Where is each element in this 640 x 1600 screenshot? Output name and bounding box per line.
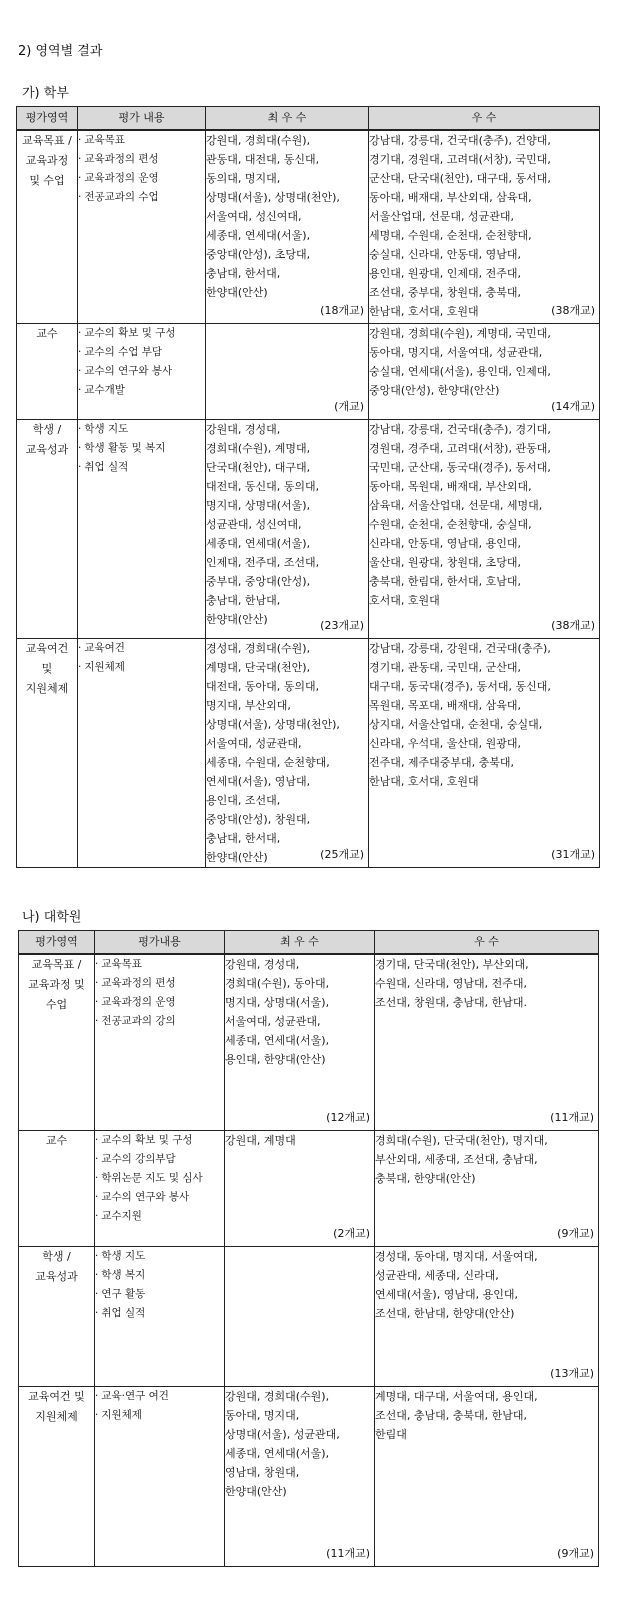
good-schools: 강원대, 경희대(수원), 계명대, 국민대, 동아대, 명지대, 서울여대, 성균관대, 숭실대, 연세대(서울), 용인대, 인제대, 중앙대(안성), 한양대(안산) [369, 326, 551, 397]
content-cell [95, 1386, 225, 1566]
good-schools: 계명대, 대구대, 서울여대, 용인대, 조선대, 충남대, 충북대, 한남대, 한림대 [375, 1389, 538, 1441]
criteria-item: · 교수의 확보 및 구성 [95, 1131, 224, 1150]
area-label: 교수 [45, 1133, 68, 1147]
content-cell [78, 638, 206, 867]
header-good: 우 수 [369, 107, 600, 131]
content-cell [95, 1246, 225, 1386]
area-cell [17, 323, 78, 419]
criteria-item: · 학생 활동 및 복지 [78, 439, 205, 458]
excellent-count: (18개교) [320, 304, 364, 317]
criteria-item: · 교수의 연구와 봉사 [78, 362, 205, 381]
excellent-schools: 강원대, 경희대(수원), 동아대, 명지대, 상명대(서울), 성균관대, 세종대, 연세대(서울), 영남대, 창원대, 한양대(안산) [225, 1389, 340, 1498]
good-cell [369, 638, 600, 867]
excellent-cell [206, 638, 369, 867]
excellent-schools: 강원대, 경성대, 경희대(수원), 계명대, 단국대(천안), 대구대, 대전대, 동신대, 동의대, 명지대, 상명대(서울), 성균관대, 성신여대, 세종대, 연세대(서울), 인제대, 전주대, 조선대, 중부대, 중앙대(안성), 충남대, 한남대, 한양대(안산) [206, 422, 320, 626]
criteria-item: · 전공교과의 수업 [78, 188, 205, 207]
area-label: 학생 / 교육성과 [25, 422, 69, 456]
content-cell [78, 130, 206, 323]
criteria-item: · 지원체제 [95, 1406, 224, 1425]
excellent-schools: 경성대, 경희대(수원), 계명대, 단국대(천안), 대전대, 동아대, 동의대, 명지대, 부산외대, 상명대(서울), 상명대(천안), 서울여대, 성균관대, 세종대, 수원대, 순천향대, 연세대(서울), 영남대, 용인대, 조선대, 중앙대(안성), 창원대, 충남대, 한서대, 한양대(안산) [206, 641, 340, 864]
good-schools: 경기대, 단국대(천안), 부산외대, 수원대, 신라대, 영남대, 전주대, 조선대, 창원대, 충남대, 한남대. [375, 958, 529, 1009]
good-count: (13개교) [550, 1367, 594, 1380]
area-cell [19, 954, 95, 1130]
good-cell [375, 1246, 599, 1386]
good-count: (38개교) [551, 619, 595, 632]
good-count: (9개교) [557, 1547, 594, 1560]
excellent-cell [225, 1130, 375, 1246]
good-schools: 강남대, 강릉대, 건국대(충주), 건양대, 경기대, 경원대, 고려대(서창), 국민대, 군산대, 단국대(천안), 대구대, 동서대, 동아대, 배재대, 부산외대, 삼육대, 서울산업대, 선문대, 성균관대, 세명대, 수원대, 순천대, 순천향대, 숭실대, 신라대, 안동대, 영남대, 용인대, 원광대, 인제대, 전주대, 조선대, 중부대, 창원대, 충북대, 한남대, 호서대, 호원대 [369, 134, 551, 318]
criteria-item: · 연구 활동 [95, 1285, 224, 1304]
excellent-count: (23개교) [320, 619, 364, 632]
criteria-item: · 교수의 강의부담 [95, 1150, 224, 1169]
criteria-item: · 교육·연구 여건 [95, 1387, 224, 1406]
excellent-cell [225, 1246, 375, 1386]
criteria-item: · 교수개발 [78, 381, 205, 400]
table-row [19, 1130, 599, 1246]
good-count: (9개교) [557, 1227, 594, 1240]
area-label: 교육여건 및 지원체제 [25, 641, 69, 695]
table-row [17, 323, 600, 419]
table-row [17, 130, 600, 323]
header-excellent: 최 우 수 [206, 107, 369, 131]
good-count: (38개교) [551, 304, 595, 317]
header-content: 평가 내용 [78, 107, 206, 131]
criteria-list [95, 1247, 224, 1323]
criteria-list [78, 420, 205, 477]
table-header-row [19, 931, 599, 955]
content-cell [95, 954, 225, 1130]
criteria-list [95, 1387, 224, 1425]
good-count: (31개교) [551, 848, 595, 861]
criteria-item: · 학생 복지 [95, 1266, 224, 1285]
criteria-item: · 취업 실적 [95, 1304, 224, 1323]
table-row [19, 954, 599, 1130]
criteria-item: · 교육목표 [78, 131, 205, 150]
header-area: 평가영역 [19, 931, 95, 955]
criteria-item: · 교수의 수업 부담 [78, 343, 205, 362]
area-label: 교육목표 / 교육과정 및 수업 [22, 134, 72, 187]
area-cell [17, 638, 78, 867]
good-cell [369, 130, 600, 323]
excellent-count: (2개교) [333, 1227, 370, 1240]
criteria-list [78, 324, 205, 400]
criteria-item: · 학위논문 지도 및 심사 [95, 1169, 224, 1188]
excellent-count: (25개교) [320, 848, 364, 861]
content-cell [78, 323, 206, 419]
criteria-item: · 학생 지도 [78, 420, 205, 439]
area-cell [19, 1246, 95, 1386]
criteria-item: · 교수의 확보 및 구성 [78, 324, 205, 343]
area-label: 교수 [36, 326, 58, 340]
criteria-item: · 교육과정의 운영 [78, 169, 205, 188]
table-row [17, 638, 600, 867]
excellent-cell [225, 954, 375, 1130]
excellent-cell [225, 1386, 375, 1566]
good-cell [375, 1386, 599, 1566]
criteria-item: · 교수지원 [95, 1207, 224, 1226]
criteria-item: · 교육여건 [78, 639, 205, 658]
table-row [17, 419, 600, 638]
criteria-item: · 취업 실적 [78, 458, 205, 477]
excellent-count: (11개교) [326, 1547, 370, 1560]
criteria-item: · 교육과정의 편성 [78, 150, 205, 169]
criteria-item: · 교수의 연구와 봉사 [95, 1188, 224, 1207]
area-cell [19, 1130, 95, 1246]
good-count: (11개교) [550, 1111, 594, 1124]
good-cell [375, 1130, 599, 1246]
good-schools: 강남대, 강릉대, 강원대, 건국대(충주), 경기대, 관동대, 국민대, 군산대, 대구대, 동국대(경주), 동서대, 동신대, 목원대, 목포대, 배재대, 삼육대, 상지대, 서울산업대, 순천대, 숭실대, 신라대, 우석대, 울산대, 원광대, 전주대, 제주대중부대, 충북대, 한남대, 호서대, 호원대 [369, 641, 551, 788]
content-cell [95, 1130, 225, 1246]
header-excellent: 최 우 수 [225, 931, 375, 955]
undergrad-table [16, 106, 600, 868]
excellent-cell [206, 130, 369, 323]
excellent-cell [206, 419, 369, 638]
header-area: 평가영역 [17, 107, 78, 131]
area-cell [17, 130, 78, 323]
criteria-list [95, 955, 224, 1031]
criteria-item: · 전공교과의 강의 [95, 1012, 224, 1031]
good-cell [369, 323, 600, 419]
undergrad-heading: 가) 학부 [22, 86, 69, 101]
section-title: 2) 영역별 결과 [18, 44, 103, 59]
good-schools: 강남대, 강릉대, 건국대(충주), 경기대, 경원대, 경주대, 고려대(서창), 관동대, 국민대, 군산대, 동국대(경주), 동서대, 동아대, 목원대, 배재대, 부산외대, 삼육대, 서울산업대, 선문대, 세명대, 수원대, 순천대, 순천향대, 숭실대, 신라대, 안동대, 영남대, 용인대, 울산대, 원광대, 창원대, 초당대, 충북대, 한림대, 한서대, 호남대, 호서대, 호원대 [369, 422, 551, 607]
criteria-list [78, 639, 205, 677]
grad-heading: 나) 대학원 [22, 910, 82, 925]
good-schools: 경희대(수원), 단국대(천안), 명지대, 부산외대, 세종대, 조선대, 충남대, 충북대, 한양대(안산) [375, 1133, 548, 1185]
header-content: 평가내용 [95, 931, 225, 955]
criteria-item: · 교육과정의 편성 [95, 974, 224, 993]
excellent-schools: 강원대, 경성대, 경희대(수원), 동아대, 명지대, 상명대(서울), 서울여대, 성균관대, 세종대, 연세대(서울), 용인대, 한양대(안산) [225, 958, 330, 1066]
excellent-cell [206, 323, 369, 419]
content-cell [78, 419, 206, 638]
area-cell [19, 1386, 95, 1566]
criteria-item: · 지원체제 [78, 658, 205, 677]
good-schools: 경성대, 동아대, 명지대, 서울여대, 성균관대, 세종대, 신라대, 연세대(서울), 영남대, 용인대, 조선대, 한남대, 한양대(안산) [375, 1249, 538, 1320]
excellent-count: (12개교) [326, 1111, 370, 1124]
table-row [19, 1386, 599, 1566]
criteria-item: · 학생 지도 [95, 1247, 224, 1266]
criteria-item: · 교육목표 [95, 955, 224, 974]
table-header-row [17, 107, 600, 131]
excellent-schools: 강원대, 계명대 [225, 1133, 296, 1147]
criteria-item: · 교육과정의 운영 [95, 993, 224, 1012]
table-row [19, 1246, 599, 1386]
good-cell [375, 954, 599, 1130]
area-label: 교육여건 및 지원체제 [28, 1389, 85, 1423]
criteria-list [78, 131, 205, 207]
area-cell [17, 419, 78, 638]
excellent-count: (개교) [334, 400, 364, 413]
good-cell [369, 419, 600, 638]
grad-table [18, 930, 599, 1567]
area-label: 교육목표 / 교육과정 및 수업 [28, 958, 85, 1011]
header-good: 우 수 [375, 931, 599, 955]
excellent-schools: 강원대, 경희대(수원), 관동대, 대전대, 동신대, 동의대, 명지대, 상명대(서울), 상명대(천안), 서울여대, 성신여대, 세종대, 연세대(서울), 중앙대(안성), 초당대, 충남대, 한서대, 한양대(안산) [206, 134, 340, 299]
good-count: (14개교) [551, 400, 595, 413]
area-label: 학생 / 교육성과 [35, 1249, 78, 1283]
criteria-list [95, 1131, 224, 1226]
